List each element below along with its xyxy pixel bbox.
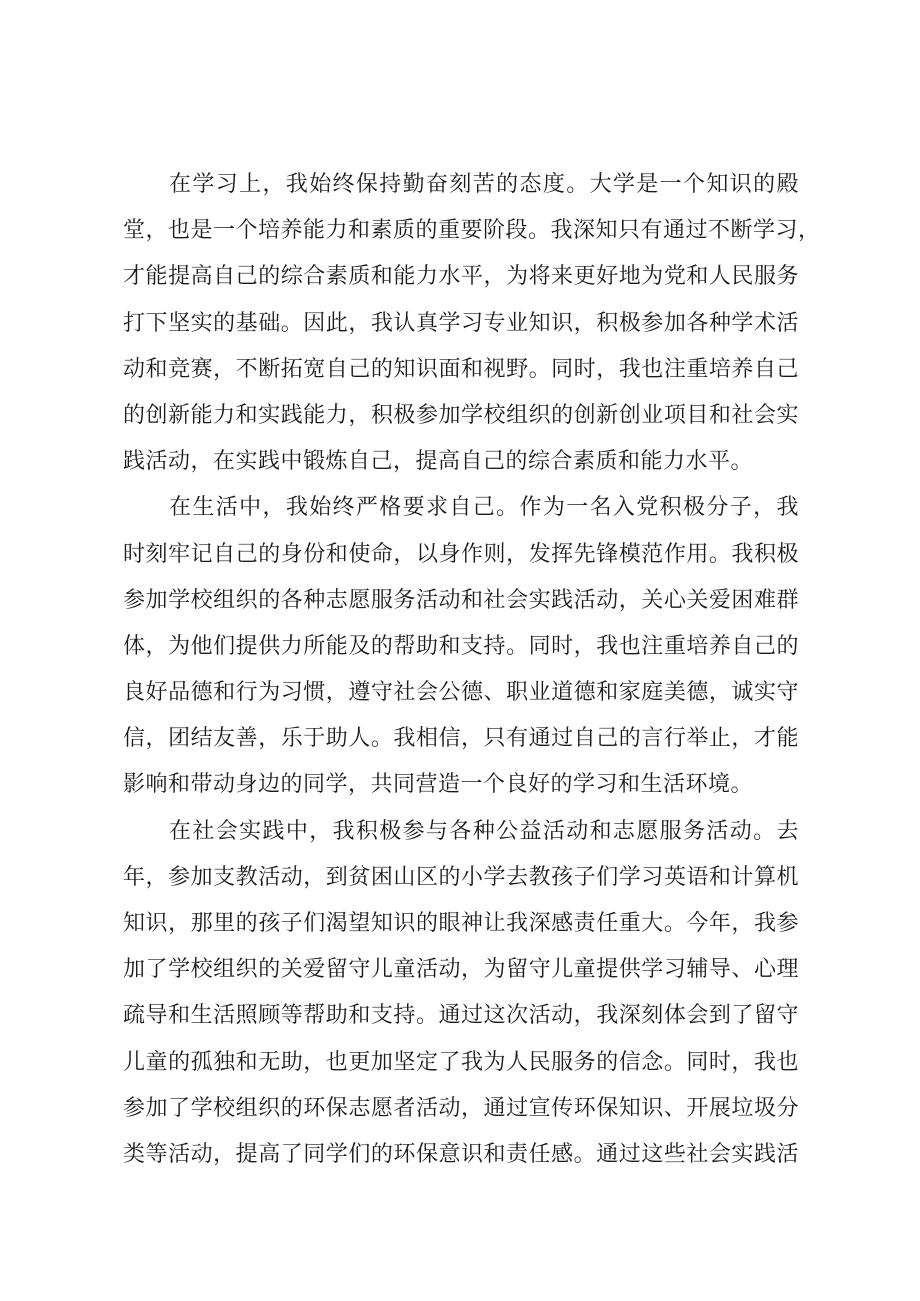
document-body: [123, 162, 821, 1178]
text-line: 影响和带动身边的同学，共同营造一个良好的学习和生活环境。: [123, 772, 754, 798]
paragraph-study: [123, 162, 821, 485]
text-line: 才能提高自己的综合素质和能力水平，为将来更好地为党和人民服务: [123, 264, 799, 290]
text-line: 打下坚实的基础。因此，我认真学习专业知识，积极参加各种学术活: [123, 310, 799, 336]
text-line: 在学习上，我始终保持勤奋刻苦的态度。大学是一个知识的殿: [169, 172, 799, 197]
text-line: 在社会实践中，我积极参与各种公益活动和志愿服务活动。去: [169, 818, 799, 844]
text-line: 体，为他们提供力所能及的帮助和支持。同时，我也注重培养自己的: [123, 633, 799, 659]
text-line: 信，团结友善，乐于助人。我相信，只有通过自己的言行举止，才能: [123, 726, 799, 752]
text-line: 良好品德和行为习惯，遵守社会公德、职业道德和家庭美德，诚实守: [123, 680, 799, 706]
text-line: 知识，那里的孩子们渴望知识的眼神让我深感责任重大。今年，我参: [123, 911, 799, 936]
text-line: 儿童的孤独和无助，也更加坚定了我为人民服务的信念。同时，我也: [123, 1049, 799, 1075]
text-line: 年，参加支教活动，到贫困山区的小学去教孩子们学习英语和计算机: [123, 864, 799, 890]
paragraph-social-practice: [123, 809, 799, 1179]
text-line: 在生活中，我始终严格要求自己。作为一名入党积极分子，我: [169, 495, 799, 521]
paragraph-life: [123, 485, 799, 808]
text-line: 动和竞赛，不断拓宽自己的知识面和视野。同时，我也注重培养自己: [123, 356, 799, 382]
text-line: 参加了学校组织的环保志愿者活动，通过宣传环保知识、开展垃圾分: [123, 1095, 799, 1121]
text-line: 疏导和生活照顾等帮助和支持。通过这次活动，我深刻体会到了留守: [123, 1003, 799, 1029]
text-line: 类等活动，提高了同学们的环保意识和责任感。通过这些社会实践活: [123, 1141, 799, 1167]
text-line: 加了学校组织的关爱留守儿童活动，为留守儿童提供学习辅导、心理: [123, 957, 799, 983]
text-line: 堂，也是一个培养能力和素质的重要阶段。我深知只有通过不断学习，: [123, 218, 821, 244]
text-line: 参加学校组织的各种志愿服务活动和社会实践活动，关心关爱困难群: [123, 587, 799, 613]
text-line: 践活动，在实践中锻炼自己，提高自己的综合素质和能力水平。: [123, 449, 754, 475]
text-line: 时刻牢记自己的身份和使命，以身作则，发挥先锋模范作用。我积极: [123, 541, 799, 567]
text-line: 的创新能力和实践能力，积极参加学校组织的创新创业项目和社会实: [123, 402, 799, 428]
